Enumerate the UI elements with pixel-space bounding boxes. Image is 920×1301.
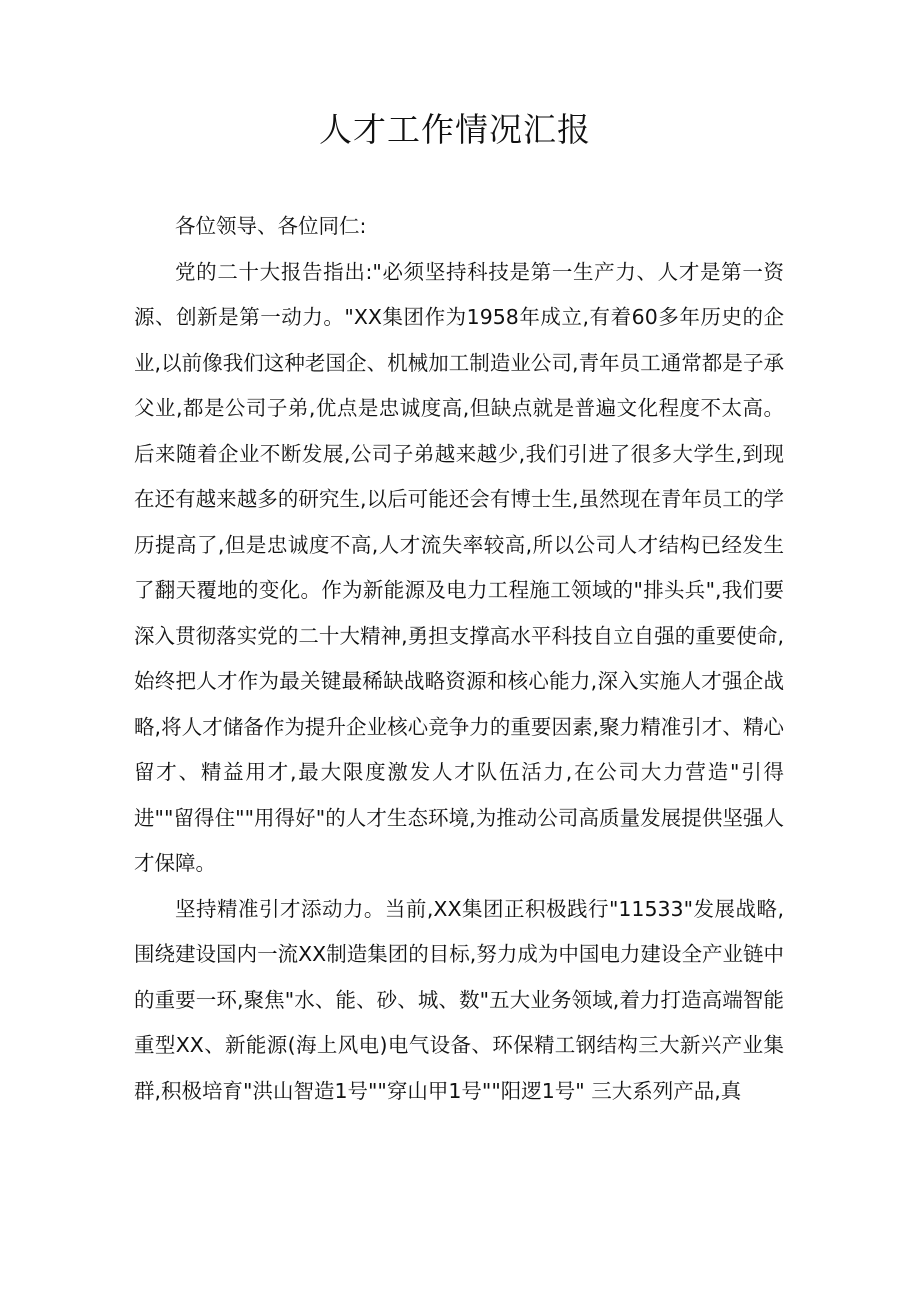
paragraph: 坚持精准引才添动力。当前,XX集团正积极践行"11533"发展战略,围绕建设国内一流XX制造集团的目标,努力成为中国电力建设全产业链中的重要一环,聚焦"水、能、砂、城、数"五大业务领域,着力打造高端智能重型XX、新能源(海上风电)电气设备、环保精工钢结构三大新兴产业集群,积极培育"洪山智造1号""穿山甲1号""阳逻1号" 三大系列产品,真 xyxy=(134,896,784,1103)
salutation: 各位领导、各位同仁: xyxy=(175,214,367,238)
document-title: 人才工作情况汇报 xyxy=(319,110,591,149)
document-body xyxy=(134,204,784,1114)
paragraph: 党的二十大报告指出:"必须坚持科技是第一生产力、人才是第一资源、创新是第一动力。"XX集团作为1958年成立,有着60多年历史的企业,以前像我们这种老国企、机械加工制造业公司,青年员工通常都是子承父业,都是公司子弟,优点是忠诚度高,但缺点就是普遍文化程度不太高。后来随着企业不断发展,公司子弟越来越少,我们引进了很多大学生,到现在还有越来越多的研究生,以后可能还会有博士生,虽然现在青年员工的学历提高了,但是忠诚度不高,人才流失率较高,所以公司人才结构已经发生了翻天覆地的变化。作为新能源及电力工程施工领域的"排头兵",我们要深入贯彻落实党的二十大精神,勇担支撑高水平科技自立自强的重要使命,始终把人才作为最关键最稀缺战略资源和核心能力,深入实施人才强企战略,将人才储备作为提升企业核心竞争力的重要因素,聚力精准引才、精心留才、精益用才,最大限度激发人才队伍活力,在公司大力营造"引得进""留得住""用得好"的人才生态环境,为推动公司高质量发展提供坚强人才保障。 xyxy=(134,259,784,875)
